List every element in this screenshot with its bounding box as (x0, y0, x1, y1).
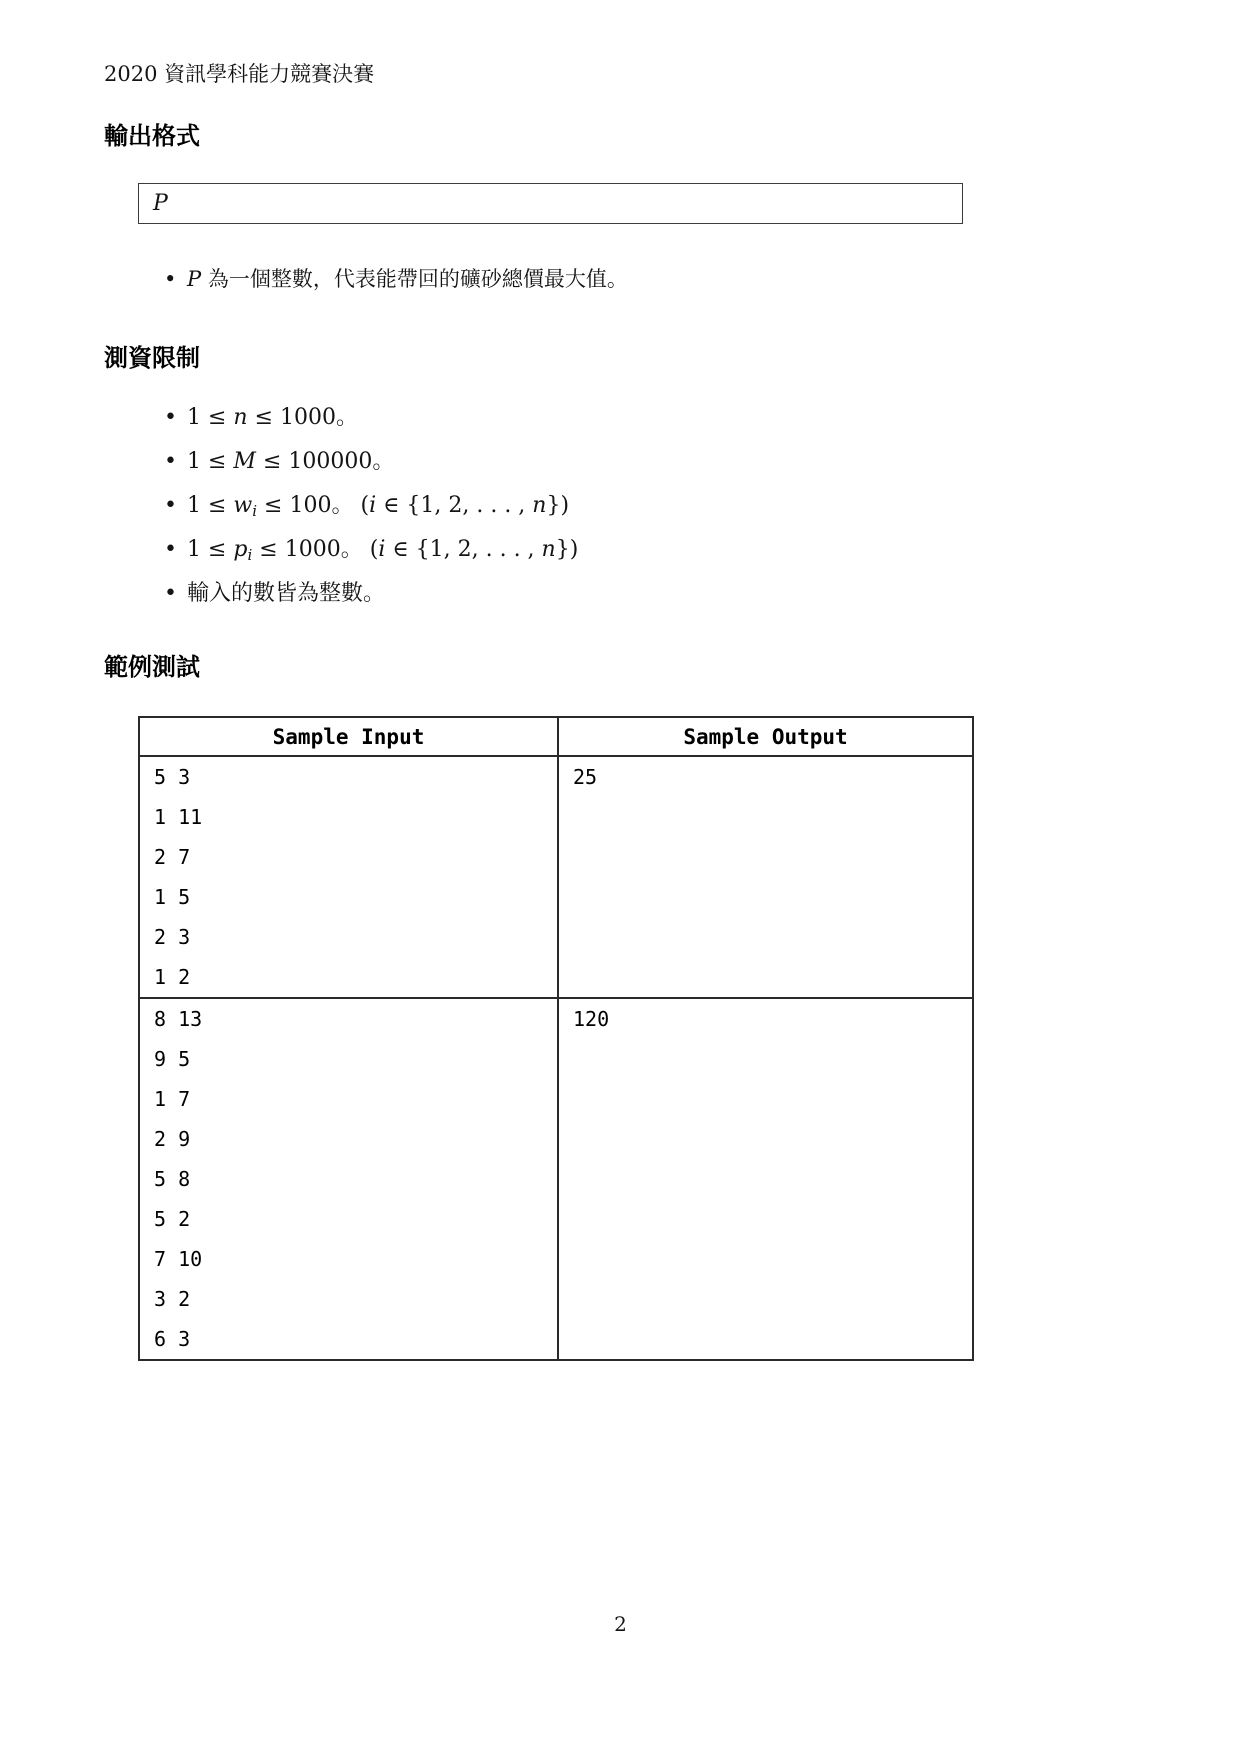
text-segment: n (541, 537, 556, 562)
sample-input-line: 9 5 (154, 1047, 191, 1071)
text-segment: p (233, 537, 248, 562)
sample-input-line: 5 8 (154, 1167, 191, 1191)
constraints-list (162, 396, 578, 616)
text-segment: P (153, 191, 168, 216)
sample-input-line: 8 13 (154, 1007, 203, 1031)
text-segment: i (369, 493, 377, 518)
sample-table-body (139, 756, 973, 1360)
text-segment: ≤ 100。 ( (257, 493, 370, 518)
constraint-item (162, 440, 578, 484)
constraint-item (162, 396, 578, 440)
text-segment: }) (546, 493, 570, 518)
sample-output-cell (558, 998, 973, 1360)
sample-input-line: 1 5 (154, 885, 191, 909)
sample-output-header: Sample Output (558, 717, 973, 756)
text-segment: 輸入的數皆為整數。 (187, 581, 386, 606)
text-segment: ≤ 1000。 ( (252, 537, 379, 562)
text-segment: }) (555, 537, 579, 562)
text-segment: ≤ 100000。 (255, 449, 395, 474)
output-note-text (187, 267, 628, 291)
sample-input-line: 2 3 (154, 925, 191, 949)
output-notes-list (162, 262, 628, 296)
section-heading-samples: 範例測試 (104, 653, 200, 681)
sample-input-line: 3 2 (154, 1287, 191, 1311)
text-segment: P (187, 267, 202, 291)
page-number: 2 (614, 1612, 627, 1636)
text-segment: 1 ≤ (187, 537, 234, 562)
sample-table-head (139, 717, 973, 756)
constraint-item (162, 484, 578, 528)
sample-input-line: 5 3 (154, 765, 191, 789)
sample-input-header: Sample Input (139, 717, 558, 756)
output-format-value (153, 191, 168, 216)
text-segment: i (252, 502, 258, 521)
text-segment: i (247, 546, 253, 565)
text-segment: w (233, 493, 253, 518)
constraint-item-text (187, 405, 358, 430)
section-heading-constraints: 測資限制 (104, 344, 200, 372)
sample-row (139, 998, 973, 1360)
constraint-item (162, 572, 578, 616)
sample-input-line: 7 10 (154, 1247, 203, 1271)
sample-input-line: 1 2 (154, 965, 191, 989)
text-segment: n (233, 405, 248, 430)
sample-input-line: 1 7 (154, 1087, 191, 1111)
text-segment: 1 ≤ (187, 405, 234, 430)
text-segment: 1 ≤ (187, 493, 234, 518)
sample-output-value: 25 (573, 765, 598, 789)
constraint-item (162, 528, 578, 572)
text-segment: ∈ {1, 2, . . . , (376, 493, 533, 518)
sample-input-line: 5 2 (154, 1207, 191, 1231)
sample-table (138, 716, 974, 1361)
constraint-item-text (187, 537, 579, 565)
constraint-item-text (187, 581, 385, 606)
text-segment: n (532, 493, 547, 518)
constraint-item-text (187, 493, 570, 521)
text-segment: M (233, 449, 256, 474)
sample-output-value: 120 (573, 1007, 610, 1031)
text-segment: ≤ 1000。 (247, 405, 359, 430)
output-note-item (162, 262, 628, 296)
text-segment: 1 ≤ (187, 449, 234, 474)
sample-row (139, 756, 973, 998)
sample-input-line: 6 3 (154, 1327, 191, 1351)
sample-input-cell (139, 998, 558, 1360)
sample-input-cell (139, 756, 558, 998)
sample-output-cell (558, 756, 973, 998)
sample-input-line: 2 9 (154, 1127, 191, 1151)
sample-table-header-row (139, 717, 973, 756)
text-segment: i (378, 537, 386, 562)
document-header: 2020 資訊學科能力競賽決賽 (104, 62, 375, 86)
sample-input-line: 1 11 (154, 805, 203, 829)
sample-input-line: 2 7 (154, 845, 191, 869)
output-format-box (138, 183, 963, 224)
constraint-item-text (187, 449, 394, 474)
text-segment: 為一個整數，代表能帶回的礦砂總價最大值。 (201, 267, 628, 291)
text-segment: ∈ {1, 2, . . . , (385, 537, 542, 562)
section-heading-output-format: 輸出格式 (104, 122, 200, 150)
